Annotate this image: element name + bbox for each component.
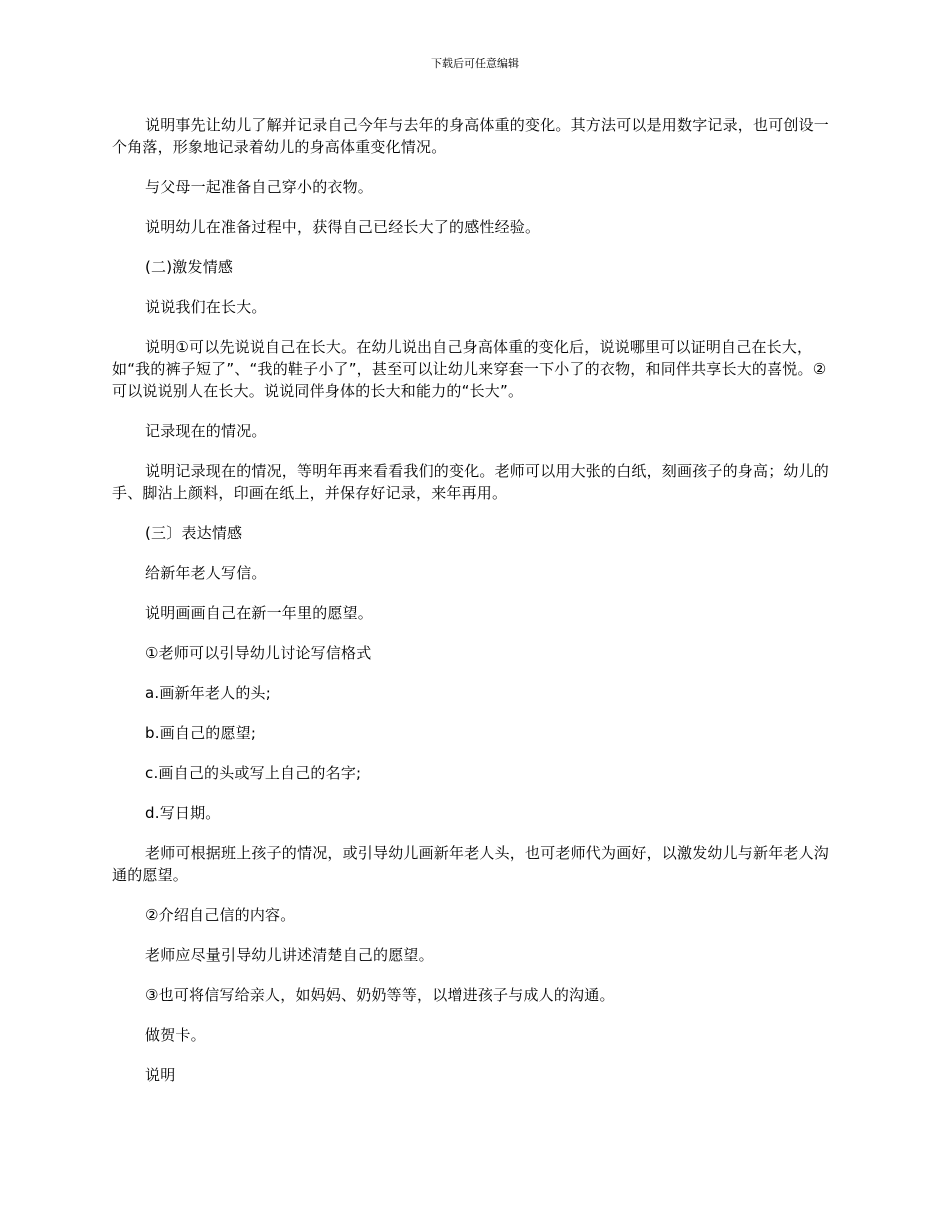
paragraph: 与父母一起准备自己穿小的衣物。: [145, 178, 374, 196]
paragraph: ①老师可以引导幼儿讨论写信格式: [145, 644, 372, 662]
list-item: a.画新年老人的头;: [145, 684, 272, 702]
paragraph: 给新年老人写信。: [145, 564, 267, 582]
paragraph: 说明①可以先说说自己在长大。在幼儿说出自己身高体重的变化后，说说哪里可以证明自己在长大，如“我的裤子短了”、“我的鞋子小了”，甚至可以让幼儿来穿套一下小了的衣物，和同伴共享长大的喜悦。②可以说说别人在长大。说说同伴身体的长大和能力的“长大”。: [112, 338, 827, 400]
paragraph: 记录现在的情况。: [145, 422, 267, 440]
paragraph: 说明事先让幼儿了解并记录自己今年与去年的身高体重的变化。其方法可以是用数字记录，也可创设一个角落，形象地记录着幼儿的身高体重变化情况。: [112, 116, 830, 156]
paragraph: 做贺卡。: [145, 1026, 206, 1044]
section-heading: (三〕表达情感: [145, 524, 243, 542]
paragraph: ②介绍自己信的内容。: [145, 906, 296, 924]
list-item: c.画自己的头或写上自己的名字;: [145, 764, 362, 782]
paragraph: 老师应尽量引导幼儿讲述清楚自己的愿望。: [145, 946, 434, 964]
paragraph: ③也可将信写给亲人，如妈妈、奶奶等等，以增进孩子与成人的沟通。: [145, 986, 615, 1004]
paragraph: 说明幼儿在准备过程中，获得自己已经长大了的感性经验。: [145, 218, 541, 236]
paragraph: 老师可根据班上孩子的情况，或引导幼儿画新年老人头，也可老师代为画好，以激发幼儿与新年老人沟通的愿望。: [112, 844, 830, 884]
paragraph: 说说我们在长大。: [145, 298, 267, 316]
list-item: d.写日期。: [145, 804, 221, 822]
paragraph: 说明记录现在的情况，等明年再来看看我们的变化。老师可以用大张的白纸，刻画孩子的身高；幼儿的手、脚沾上颜料，印画在纸上，并保存好记录，来年再用。: [112, 462, 830, 502]
page-header: 下载后可任意编辑: [431, 57, 519, 70]
list-item: b.画自己的愿望;: [145, 724, 257, 742]
paragraph: 说明: [145, 1066, 176, 1084]
document-body: [112, 114, 838, 1104]
section-heading: (二)激发情感: [145, 258, 234, 276]
paragraph: 说明画画自己在新一年里的愿望。: [145, 604, 374, 622]
